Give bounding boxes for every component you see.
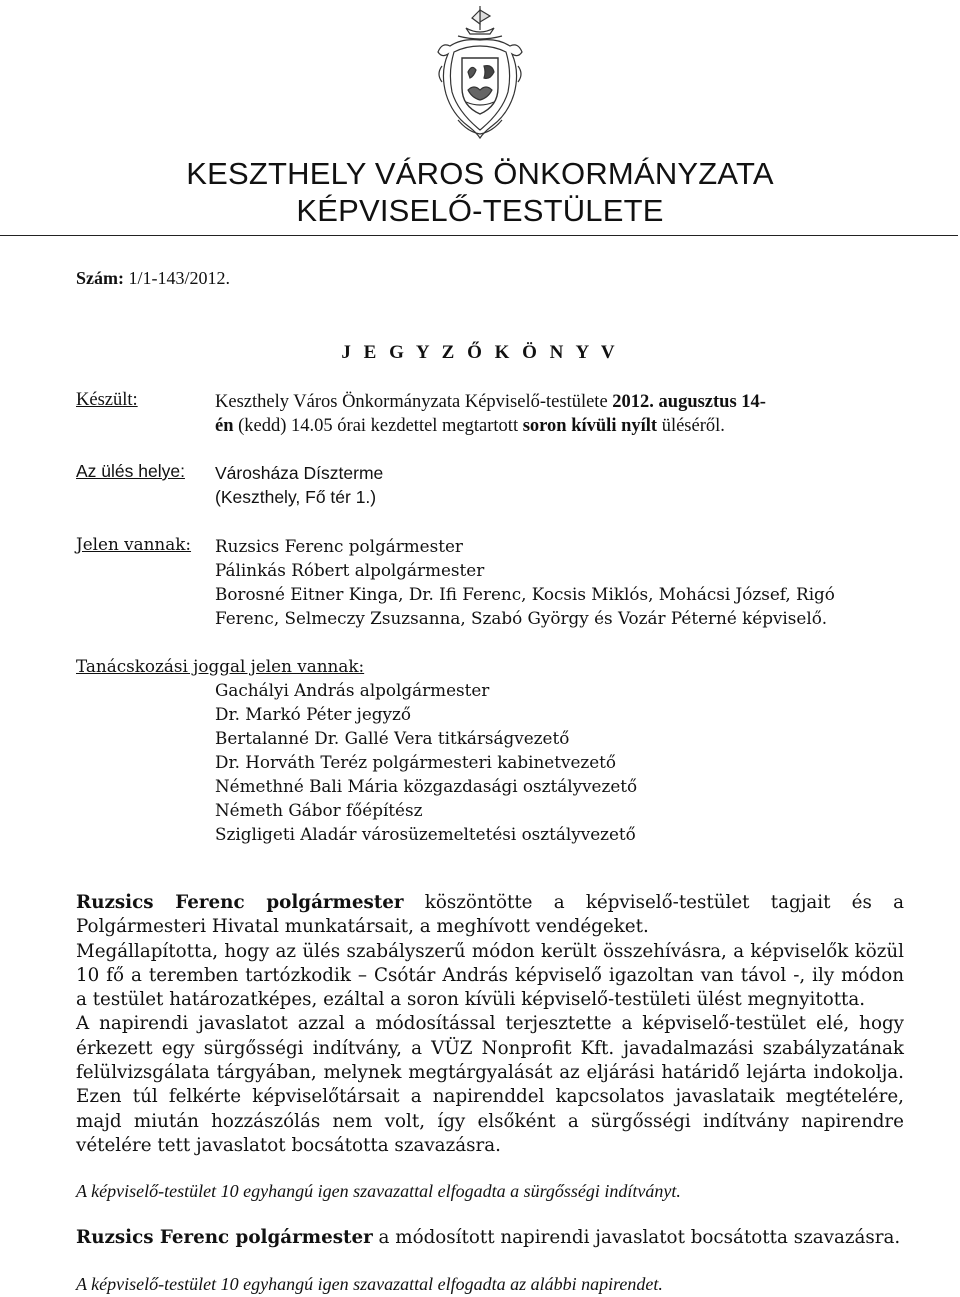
keszult-line2 bbox=[215, 414, 865, 438]
document-title: J E G Y Z Ő K Ö N Y V bbox=[341, 342, 619, 363]
keszult-label: Készült: bbox=[76, 390, 138, 410]
keszult-line1 bbox=[215, 390, 865, 414]
jelen-line-1: Ruzsics Ferenc polgármester bbox=[215, 536, 463, 556]
tanacs-line-6: Németh Gábor főépítész bbox=[215, 800, 423, 820]
keszult-date-suffix: én bbox=[215, 416, 234, 436]
header-line1: KESZTHELY VÁROS ÖNKORMÁNYZATA bbox=[186, 156, 774, 191]
tanacs-line-5: Némethné Bali Mária közgazdasági osztályvezető bbox=[215, 776, 638, 796]
jelen-value bbox=[215, 534, 835, 630]
tanacs-line-2: Dr. Markó Péter jegyző bbox=[215, 704, 411, 724]
document-number bbox=[76, 268, 230, 289]
jelen-line-3: Borosné Eitner Kinga, Dr. Ifi Ferenc, Kocsis Miklós, Mohácsi József, Rigó bbox=[215, 584, 835, 604]
helye-label: Az ülés helye: bbox=[76, 461, 185, 481]
tanacs-label: Tanácskozási joggal jelen vannak: bbox=[76, 656, 365, 676]
minutes-body bbox=[76, 891, 904, 1158]
paragraph-modified-agenda bbox=[76, 1226, 904, 1250]
paragraph-modified-agenda-text: a módosított napirendi javaslatot bocsátotta szavazásra. bbox=[372, 1227, 901, 1248]
paragraph-welcome-text: köszöntötte a képviselő-testület tagjait és a Polgármesteri Hivatal munkatársait, a meghívott vendégeket. bbox=[76, 892, 904, 938]
speaker-name-2: Ruzsics Ferenc polgármester bbox=[76, 1227, 373, 1248]
keszult-value bbox=[215, 390, 865, 438]
tanacs-line-1: Gachályi András alpolgármester bbox=[215, 680, 490, 700]
vote-result-2: A képviselő-testület 10 egyhangú igen szavazattal elfogadta az alábbi napirendet. bbox=[76, 1274, 663, 1294]
helye-line1: Városháza Díszterme bbox=[215, 463, 384, 483]
header-line2: KÉPVISELŐ-TESTÜLETE bbox=[296, 193, 664, 228]
jelen-label: Jelen vannak: bbox=[76, 534, 192, 554]
keszult-text-a: Keszthely Város Önkormányzata Képviselő-testülete bbox=[215, 392, 613, 412]
tanacs-line-4: Dr. Horváth Teréz polgármesteri kabinetvezető bbox=[215, 752, 617, 772]
speaker-name: Ruzsics Ferenc polgármester bbox=[76, 892, 404, 913]
paragraph-agenda: A napirendi javaslatot azzal a módosítással terjesztette a képviselő-testület elé, hogy érkezett egy sürgősségi indítvány, a VÜZ Nonprofit Kft. javadalmazási szabályzatának felülvizsgálata tárgyában, melynek megtárgyalását az eljárási határidő lejárta indokolja. Ezen túl felkérte képviselőtársait a napirenddel kapcsolatos javaslataik megtételére, majd miután hozzászólás nem volt, így elsőként a sürgősségi indítvány napirendre vételére tett javaslatot bocsátotta szavazásra. bbox=[76, 1013, 904, 1156]
number-label: Szám: bbox=[76, 268, 124, 288]
keszult-session-type: soron kívüli nyílt bbox=[522, 416, 658, 436]
city-coat-of-arms-icon bbox=[428, 2, 532, 140]
helye-line2: (Keszthely, Fő tér 1.) bbox=[215, 487, 377, 507]
vote-result-1: A képviselő-testület 10 egyhangú igen szavazattal elfogadta a sürgősségi indítványt. bbox=[76, 1181, 681, 1201]
tanacs-line-7: Szigligeti Aladár városüzemeltetési osztályvezető bbox=[215, 824, 636, 844]
jelen-line-2: Pálinkás Róbert alpolgármester bbox=[215, 560, 485, 580]
keszult-date: 2012. augusztus 14- bbox=[612, 392, 766, 412]
header-divider bbox=[0, 235, 958, 236]
keszult-text-c: üléséről. bbox=[657, 416, 725, 436]
paragraph-welcome bbox=[76, 891, 904, 940]
paragraph-quorum: Megállapította, hogy az ülés szabályszerű módon került összehívásra, a képviselők közül 10 fő a teremben tartózkodik – Csótár András képviselő igazoltan van távol -, ily módon a testület határozatképes, ezáltal a soron kívüli képviselő-testületi ülést megnyitotta. bbox=[76, 940, 904, 1011]
tanacs-value bbox=[215, 678, 637, 846]
number-value: 1/1-143/2012. bbox=[124, 268, 230, 288]
tanacs-line-3: Bertalanné Dr. Gallé Vera titkárságvezető bbox=[215, 728, 570, 748]
helye-value bbox=[215, 461, 383, 509]
jelen-line-4: Ferenc, Selmeczy Zsuzsanna, Szabó György és Vozár Péterné képviselő. bbox=[215, 608, 828, 628]
keszult-text-b: (kedd) 14.05 órai kezdettel megtartott bbox=[233, 416, 523, 436]
